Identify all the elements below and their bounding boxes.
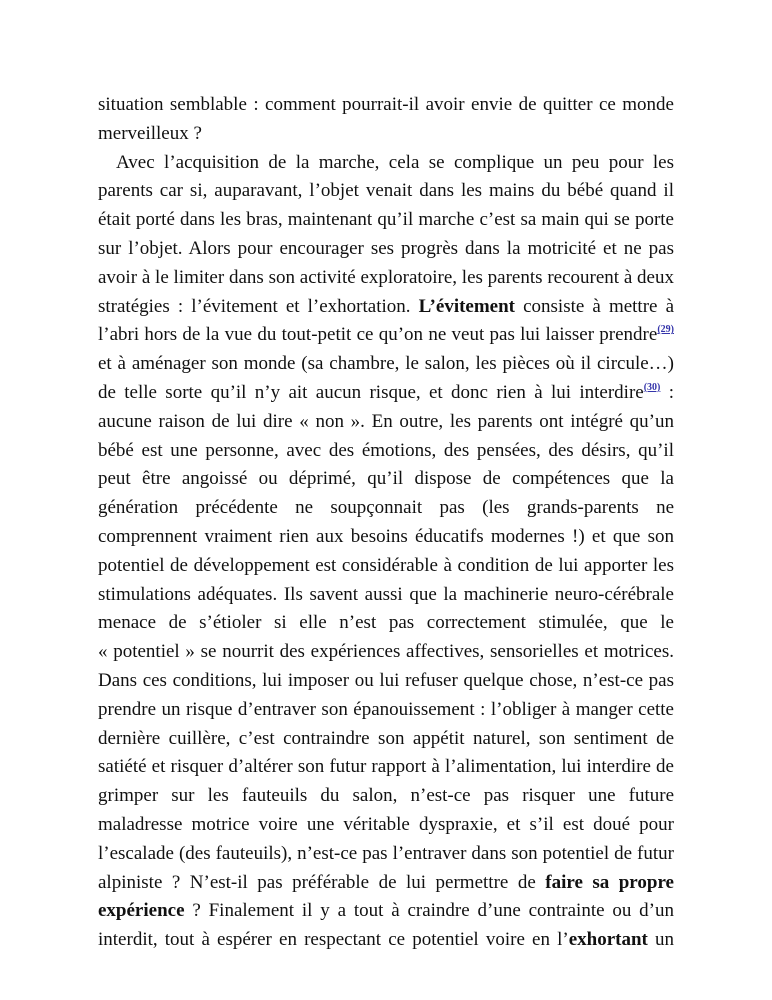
text-line: Dans ces conditions, lui imposer ou lui refuser quelque chose, n’est-ce pas xyxy=(98,669,674,691)
page-body xyxy=(98,91,674,955)
text-line: « potentiel » se nourrit des expériences affectives, sensorielles et motrices. xyxy=(98,641,674,663)
line-text: alpiniste ? N’est-il pas préférable de lui permettre de xyxy=(98,871,536,893)
footnote-link-30[interactable]: (30) xyxy=(643,381,661,393)
text-line xyxy=(98,897,674,926)
line-text: : xyxy=(668,381,675,403)
text-line xyxy=(98,926,674,955)
text-line xyxy=(98,321,674,350)
text-line: satiété et risquer d’altérer son futur rapport à l’alimentation, lui interdire de xyxy=(98,756,674,778)
text-line: prendre un risque d’entraver son épanouissement : l’obliger à manger cette xyxy=(98,698,674,720)
text-line: Avec l’acquisition de la marche, cela se complique un peu pour les xyxy=(116,151,674,173)
line-text: interdit, tout à espérer en respectant ce potentiel voire en l’ xyxy=(98,929,569,951)
bold-term: L’évitement xyxy=(418,295,516,317)
text-line: parents car si, auparavant, l’objet venait dans les mains du bébé quand il xyxy=(98,180,674,202)
text-line: potentiel de développement est considérable à condition de lui apporter les xyxy=(98,554,674,576)
bold-term: faire sa propre xyxy=(545,871,674,893)
line-text: de telle sorte qu’il n’y ait aucun risque, et donc rien à lui interdire xyxy=(98,381,644,403)
text-line: stimulations adéquates. Ils savent aussi que la machinerie neuro-cérébrale xyxy=(98,583,674,605)
text-line: menace de s’étioler si elle n’est pas correctement stimulée, que le xyxy=(98,612,674,634)
text-line: dernière cuillère, c’est contraindre son appétit naturel, son sentiment de xyxy=(98,727,674,749)
text-line: génération précédente ne soupçonnait pas (les grands-parents ne xyxy=(98,497,674,519)
text-line xyxy=(98,379,674,408)
text-line: était porté dans les bras, maintenant qu’il marche c’est sa main qui se porte xyxy=(98,209,674,231)
text-line: et à aménager son monde (sa chambre, le salon, les pièces où il circule…) xyxy=(98,353,674,375)
bold-term: expérience xyxy=(98,900,185,922)
text-line: situation semblable : comment pourrait-il avoir envie de quitter ce monde xyxy=(98,94,674,115)
text-line xyxy=(98,293,674,322)
text-line: comprennent vraiment rien aux besoins éducatifs modernes !) et que son xyxy=(98,525,674,547)
line-text: stratégies : l’évitement et l’exhortation. xyxy=(98,295,411,317)
text-line: peut être angoissé ou déprimé, qu’il dispose de compétences que la xyxy=(98,468,674,490)
text-line: merveilleux ? xyxy=(98,122,202,144)
text-line: bébé est une personne, avec des émotions, des pensées, des désirs, qu’il xyxy=(98,439,674,461)
bold-term: exhortant xyxy=(568,929,648,951)
text-line: aucune raison de lui dire « non ». En outre, les parents ont intégré qu’un xyxy=(98,410,674,432)
line-text: ? Finalement il y a tout à craindre d’une contrainte ou d’un xyxy=(192,900,675,922)
line-text: un xyxy=(655,929,674,951)
text-line: grimper sur les fauteuils du salon, n’est-ce pas risquer une future xyxy=(98,785,674,807)
text-line: l’escalade (des fauteuils), n’est-ce pas l’entraver dans son potentiel de futur xyxy=(98,842,674,864)
text-line: sur l’objet. Alors pour encourager ses progrès dans la motricité et ne pas xyxy=(98,237,674,259)
footnote-link-29[interactable]: (29) xyxy=(657,324,674,336)
text-line: avoir à le limiter dans son activité exploratoire, les parents recourent à deux xyxy=(98,266,674,288)
text-line xyxy=(98,869,674,898)
line-text: consiste à mettre à xyxy=(523,295,674,317)
line-text: l’abri hors de la vue du tout-petit ce qu’on ne veut pas lui laisser prendre xyxy=(98,324,658,346)
text-line: maladresse motrice voire une véritable dyspraxie, et s’il est doué pour xyxy=(98,813,674,835)
